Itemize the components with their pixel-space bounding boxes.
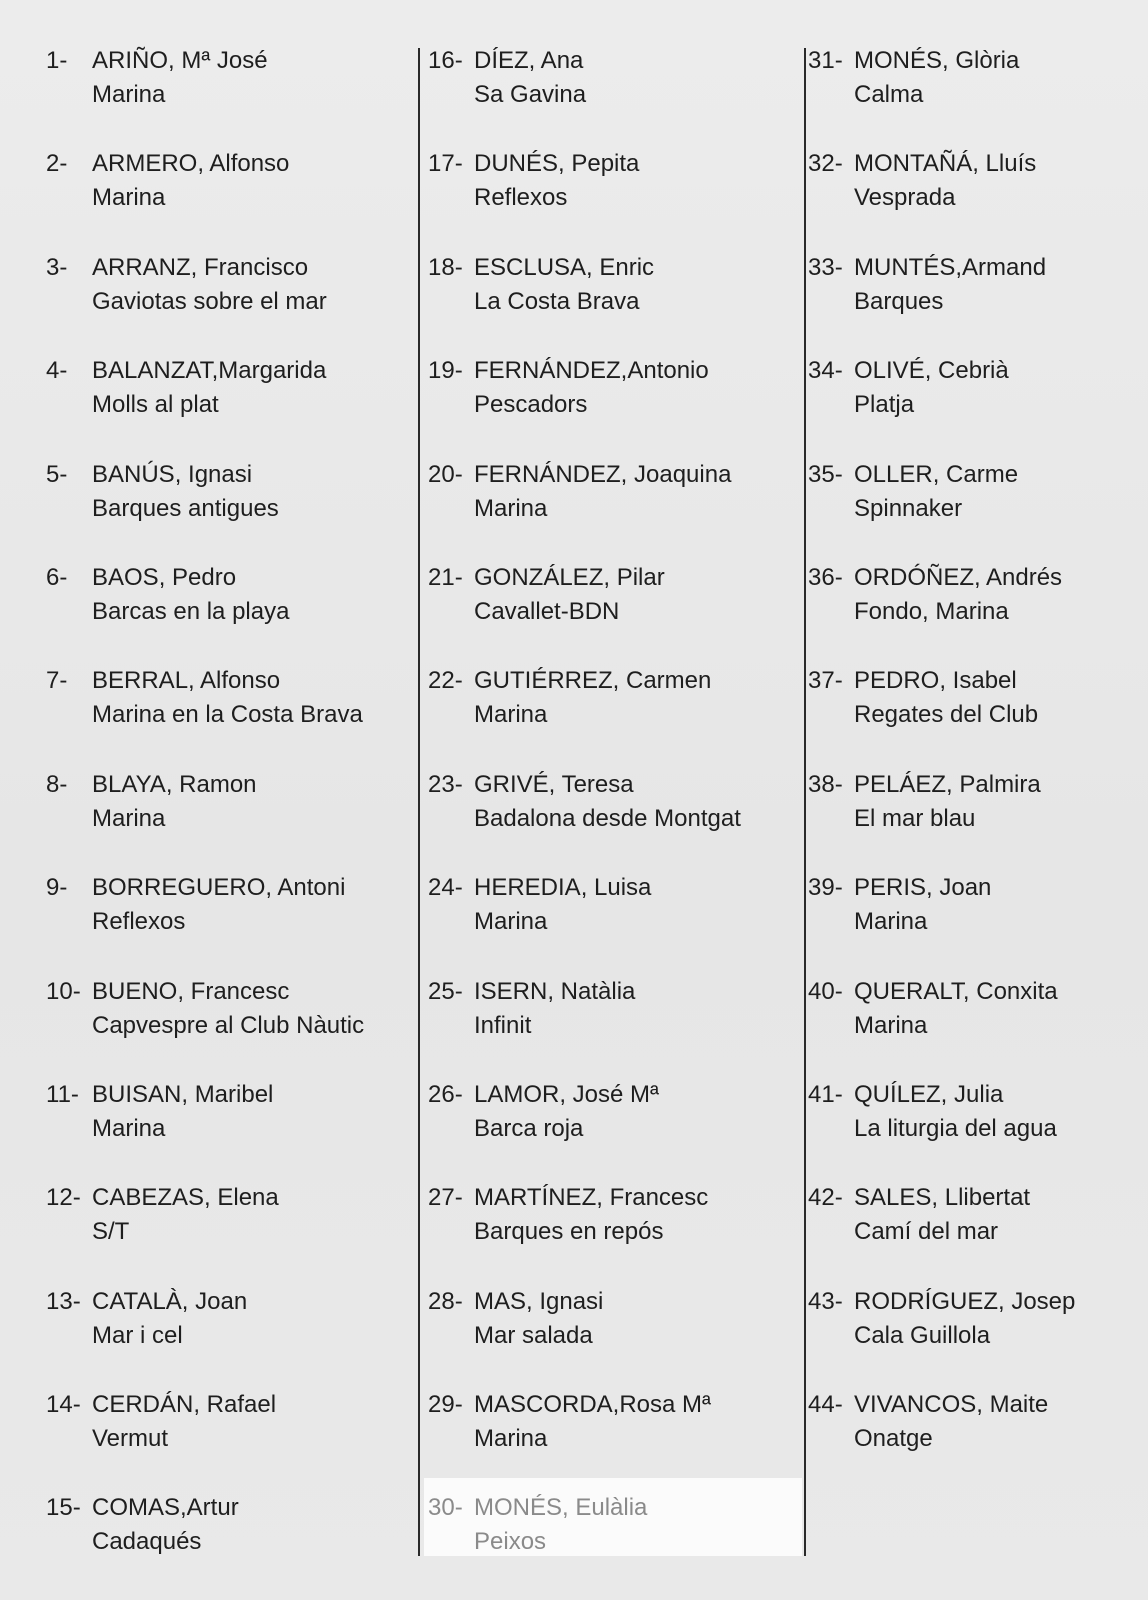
- entry-number: 25-: [428, 977, 463, 1005]
- artist-name: BORREGUERO, Antoni: [92, 874, 346, 902]
- entry-number: 31-: [808, 47, 843, 74]
- artwork-title: El mar blau: [854, 804, 976, 832]
- entry-number: 40-: [808, 977, 843, 1005]
- entry-number: 22-: [428, 667, 463, 695]
- column-3: [808, 44, 1148, 1491]
- artwork-title: Gaviotas sobre el mar: [92, 287, 327, 315]
- list-entry: [428, 1388, 788, 1491]
- entry-number: 1-: [46, 47, 68, 74]
- artwork-title: Molls al plat: [92, 391, 219, 419]
- artwork-title: Marina: [92, 1114, 166, 1142]
- artist-name: OLIVÉ, Cebrià: [854, 357, 1009, 385]
- artist-name: FERNÁNDEZ, Joaquina: [474, 460, 732, 488]
- artwork-title: Capvespre al Club Nàutic: [92, 1011, 365, 1039]
- list-entry: [808, 975, 1148, 1078]
- artist-name: LAMOR, José Mª: [474, 1080, 659, 1108]
- artist-name: GONZÁLEZ, Pilar: [474, 563, 665, 591]
- entry-number: 23-: [428, 770, 463, 798]
- entry-number: 18-: [428, 253, 463, 281]
- entry-number: 16-: [428, 47, 463, 74]
- entry-number: 27-: [428, 1184, 463, 1212]
- column-divider-2: [804, 48, 806, 1556]
- list-entry: [428, 147, 788, 250]
- list-entry: [808, 1078, 1148, 1181]
- artist-name: PERIS, Joan: [854, 874, 992, 902]
- list-entry: [46, 354, 406, 457]
- artist-name: BUENO, Francesc: [92, 977, 290, 1005]
- entry-number: 35-: [808, 460, 843, 488]
- artwork-title: Vermut: [92, 1425, 169, 1453]
- artwork-title: Marina: [92, 804, 166, 832]
- artwork-title: Marina: [474, 494, 548, 522]
- list-entry: [808, 147, 1148, 250]
- entry-number: 21-: [428, 563, 463, 591]
- artwork-title: Peixos: [474, 1528, 547, 1556]
- artwork-title: Onatge: [854, 1425, 933, 1453]
- artwork-title: Fondo, Marina: [854, 597, 1009, 625]
- list-entry: [46, 1388, 406, 1491]
- list-entry: [46, 1491, 406, 1594]
- artwork-title: Cadaqués: [92, 1528, 202, 1556]
- list-entry: [428, 1181, 788, 1284]
- artist-name: RODRÍGUEZ, Josep: [854, 1287, 1076, 1315]
- artist-name: GUTIÉRREZ, Carmen: [474, 667, 712, 695]
- entry-number: 42-: [808, 1184, 843, 1212]
- list-entry: [46, 1285, 406, 1388]
- entry-number: 26-: [428, 1080, 463, 1108]
- artist-name: FERNÁNDEZ,Antonio: [474, 357, 709, 385]
- artist-name: OLLER, Carme: [854, 460, 1019, 488]
- column-1: [46, 44, 406, 1595]
- entry-number: 7-: [46, 667, 68, 695]
- entry-number: 30-: [428, 1494, 463, 1522]
- artist-name: ARMERO, Alfonso: [92, 150, 290, 178]
- artist-name: DUNÉS, Pepita: [474, 150, 640, 178]
- entry-number: 9-: [46, 874, 68, 902]
- artist-name: PEDRO, Isabel: [854, 667, 1017, 695]
- artist-name: BUISAN, Maribel: [92, 1080, 274, 1108]
- artwork-title: Mar salada: [474, 1321, 593, 1349]
- column-divider-1: [418, 48, 420, 1556]
- entry-number: 5-: [46, 460, 68, 488]
- list-entry: [428, 975, 788, 1078]
- artwork-title: Barcas en la playa: [92, 597, 290, 625]
- list-entry: [428, 1491, 788, 1594]
- entry-number: 43-: [808, 1287, 843, 1315]
- column-2: [428, 44, 788, 1595]
- artist-name: CATALÀ, Joan: [92, 1287, 248, 1315]
- list-entry: [46, 251, 406, 354]
- artist-name: DÍEZ, Ana: [474, 47, 584, 74]
- entry-number: 14-: [46, 1391, 81, 1419]
- list-entry: [428, 1078, 788, 1181]
- list-entry: [808, 1285, 1148, 1388]
- entry-number: 28-: [428, 1287, 463, 1315]
- artwork-title: Marina: [474, 908, 548, 936]
- entry-number: 6-: [46, 563, 68, 591]
- entry-number: 32-: [808, 150, 843, 178]
- artwork-title: Barques: [854, 287, 944, 315]
- artist-name: ARIÑO, Mª José: [92, 47, 268, 74]
- artwork-title: Marina: [92, 81, 166, 108]
- artwork-title: Marina: [474, 1425, 548, 1453]
- artwork-title: Mar i cel: [92, 1321, 183, 1349]
- artist-name: BAOS, Pedro: [92, 563, 237, 591]
- artist-name: BALANZAT,Margarida: [92, 357, 327, 385]
- list-entry: [46, 147, 406, 250]
- entry-number: 8-: [46, 770, 68, 798]
- list-entry: [428, 664, 788, 767]
- artwork-title: Spinnaker: [854, 494, 963, 522]
- artist-name: ARRANZ, Francisco: [92, 253, 309, 281]
- entry-number: 3-: [46, 253, 68, 281]
- artist-name: BANÚS, Ignasi: [92, 460, 253, 488]
- list-entry: [428, 458, 788, 561]
- artist-name: MONÉS, Glòria: [854, 47, 1020, 74]
- artist-name: GRIVÉ, Teresa: [474, 770, 634, 798]
- list-entry: [428, 354, 788, 457]
- artwork-title: Reflexos: [92, 908, 186, 936]
- entry-number: 11-: [46, 1080, 79, 1108]
- artwork-title: Marina: [854, 908, 928, 936]
- list-entry: [46, 871, 406, 974]
- list-entry: [808, 1181, 1148, 1284]
- entry-number: 38-: [808, 770, 843, 798]
- list-entry: [46, 44, 406, 147]
- artwork-title: Calma: [854, 81, 924, 108]
- entry-number: 41-: [808, 1080, 843, 1108]
- entry-number: 33-: [808, 253, 843, 281]
- list-entry: [808, 1388, 1148, 1491]
- list-entry: [808, 251, 1148, 354]
- entry-number: 2-: [46, 150, 68, 178]
- artwork-title: La liturgia del agua: [854, 1114, 1057, 1142]
- artwork-title: Cala Guillola: [854, 1321, 991, 1349]
- entry-number: 19-: [428, 357, 463, 385]
- artwork-title: Barques antigues: [92, 494, 279, 522]
- artist-name: SALES, Llibertat: [854, 1184, 1031, 1212]
- list-entry: [46, 1078, 406, 1181]
- artwork-title: Badalona desde Montgat: [474, 804, 741, 832]
- list-entry: [428, 1285, 788, 1388]
- artwork-title: Regates del Club: [854, 701, 1039, 729]
- entry-number: 44-: [808, 1391, 843, 1419]
- list-entry: [808, 458, 1148, 561]
- artist-name: PELÁEZ, Palmira: [854, 770, 1041, 798]
- artist-name: MONTAÑÁ, Lluís: [854, 150, 1037, 178]
- artist-name: COMAS,Artur: [92, 1494, 239, 1522]
- entry-number: 39-: [808, 874, 843, 902]
- artwork-title: Barques en repós: [474, 1218, 664, 1246]
- artwork-title: Marina: [854, 1011, 928, 1039]
- artwork-title: Pescadors: [474, 391, 588, 419]
- artwork-title: Vesprada: [854, 184, 956, 212]
- artist-name: VIVANCOS, Maite: [854, 1391, 1049, 1419]
- artist-name: CERDÁN, Rafael: [92, 1391, 277, 1419]
- artist-name: MAS, Ignasi: [474, 1287, 604, 1315]
- artwork-title: Camí del mar: [854, 1218, 999, 1246]
- artist-name: MASCORDA,Rosa Mª: [474, 1391, 711, 1419]
- artist-name: MARTÍNEZ, Francesc: [474, 1184, 709, 1212]
- artist-name: ESCLUSA, Enric: [474, 253, 655, 281]
- list-entry: [808, 664, 1148, 767]
- artwork-title: Reflexos: [474, 184, 568, 212]
- list-entry: [428, 768, 788, 871]
- list-entry: [46, 458, 406, 561]
- artist-name: HEREDIA, Luisa: [474, 874, 652, 902]
- artwork-title: Platja: [854, 391, 915, 419]
- artwork-title: Barca roja: [474, 1114, 584, 1142]
- artist-name: ISERN, Natàlia: [474, 977, 636, 1005]
- entry-number: 12-: [46, 1184, 81, 1212]
- list-entry: [808, 44, 1148, 147]
- artwork-title: Sa Gavina: [474, 81, 587, 108]
- artwork-title: Infinit: [474, 1011, 532, 1039]
- list-entry: [46, 561, 406, 664]
- entry-number: 36-: [808, 563, 843, 591]
- artist-name: QUERALT, Conxita: [854, 977, 1058, 1005]
- entry-number: 29-: [428, 1391, 463, 1419]
- list-entry: [428, 44, 788, 147]
- list-entry: [808, 561, 1148, 664]
- entry-number: 24-: [428, 874, 463, 902]
- entry-number: 15-: [46, 1494, 81, 1522]
- entry-number: 10-: [46, 977, 81, 1005]
- artist-name: BERRAL, Alfonso: [92, 667, 281, 695]
- artwork-title: Cavallet-BDN: [474, 597, 620, 625]
- list-entry: [808, 354, 1148, 457]
- artist-name: MUNTÉS,Armand: [854, 253, 1047, 281]
- artwork-title: Marina: [92, 184, 166, 212]
- artwork-title: Marina en la Costa Brava: [92, 701, 363, 729]
- entry-number: 20-: [428, 460, 463, 488]
- list-entry: [428, 561, 788, 664]
- list-entry: [808, 871, 1148, 974]
- list-entry: [428, 251, 788, 354]
- artist-name: CABEZAS, Elena: [92, 1184, 279, 1212]
- artwork-title: S/T: [92, 1218, 130, 1246]
- entry-number: 17-: [428, 150, 463, 178]
- entry-number: 4-: [46, 357, 68, 385]
- artwork-title: Marina: [474, 701, 548, 729]
- entry-number: 37-: [808, 667, 843, 695]
- entry-number: 13-: [46, 1287, 81, 1315]
- list-entry: [46, 1181, 406, 1284]
- artist-name: MONÉS, Eulàlia: [474, 1494, 648, 1522]
- list-entry: [46, 768, 406, 871]
- artist-name: BLAYA, Ramon: [92, 770, 257, 798]
- list-entry: [46, 975, 406, 1078]
- entry-number: 34-: [808, 357, 843, 385]
- artist-name: QUÍLEZ, Julia: [854, 1080, 1004, 1108]
- artwork-title: La Costa Brava: [474, 287, 640, 315]
- list-entry: [46, 664, 406, 767]
- list-entry: [428, 871, 788, 974]
- artist-name: ORDÓÑEZ, Andrés: [854, 563, 1063, 591]
- list-entry: [808, 768, 1148, 871]
